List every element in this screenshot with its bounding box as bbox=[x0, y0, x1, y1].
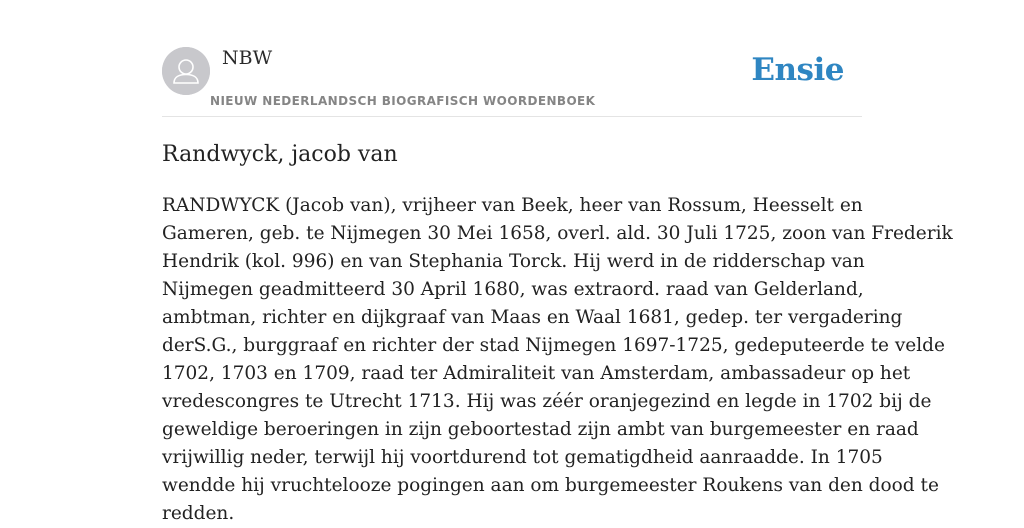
source-name[interactable]: NBW bbox=[222, 47, 273, 69]
article-line: Nijmegen geadmitteerd 30 April 1680, was extraord. raad van Gelderland, bbox=[162, 279, 864, 300]
article-line: geweldige beroeringen in zijn geboortestad zijn ambt van burgemeester en raad bbox=[162, 419, 919, 440]
article-line: Hendrik (kol. 996) en van Stephania Torck. Hij werd in de ridderschap van bbox=[162, 251, 865, 272]
user-icon[interactable] bbox=[162, 47, 210, 95]
article-line: vredescongres te Utrecht 1713. Hij was zéér oranjegezind en legde in 1702 bij de bbox=[162, 391, 932, 412]
article-line: derS.G., burggraaf en richter der stad Nijmegen 1697-1725, gedeputeerde te velde bbox=[162, 335, 945, 356]
ensie-logo[interactable]: Ensie bbox=[751, 52, 844, 88]
article-line: redden. bbox=[162, 503, 235, 524]
article-line: ambtman, richter en dijkgraaf van Maas en Waal 1681, gedep. ter vergadering bbox=[162, 307, 903, 328]
article-body bbox=[162, 192, 953, 528]
article-line: wendde hij vruchtelooze pogingen aan om burgemeester Roukens van den dood te bbox=[162, 475, 939, 496]
article-line: 1702, 1703 en 1709, raad ter Admiraliteit van Amsterdam, ambassadeur op het bbox=[162, 363, 911, 384]
source-header bbox=[162, 0, 862, 117]
article-line: vrijwillig neder, terwijl hij voortdurend tot gematigdheid aanraadde. In 1705 bbox=[162, 447, 883, 468]
article-title: Randwyck, jacob van bbox=[162, 142, 398, 167]
article-line: RANDWYCK (Jacob van), vrijheer van Beek, heer van Rossum, Heesselt en bbox=[162, 195, 863, 216]
article-line: Gameren, geb. te Nijmegen 30 Mei 1658, overl. ald. 30 Juli 1725, zoon van Frederik bbox=[162, 223, 953, 244]
source-subtitle[interactable]: NIEUW NEDERLANDSCH BIOGRAFISCH WOORDENBOEK bbox=[210, 94, 596, 108]
